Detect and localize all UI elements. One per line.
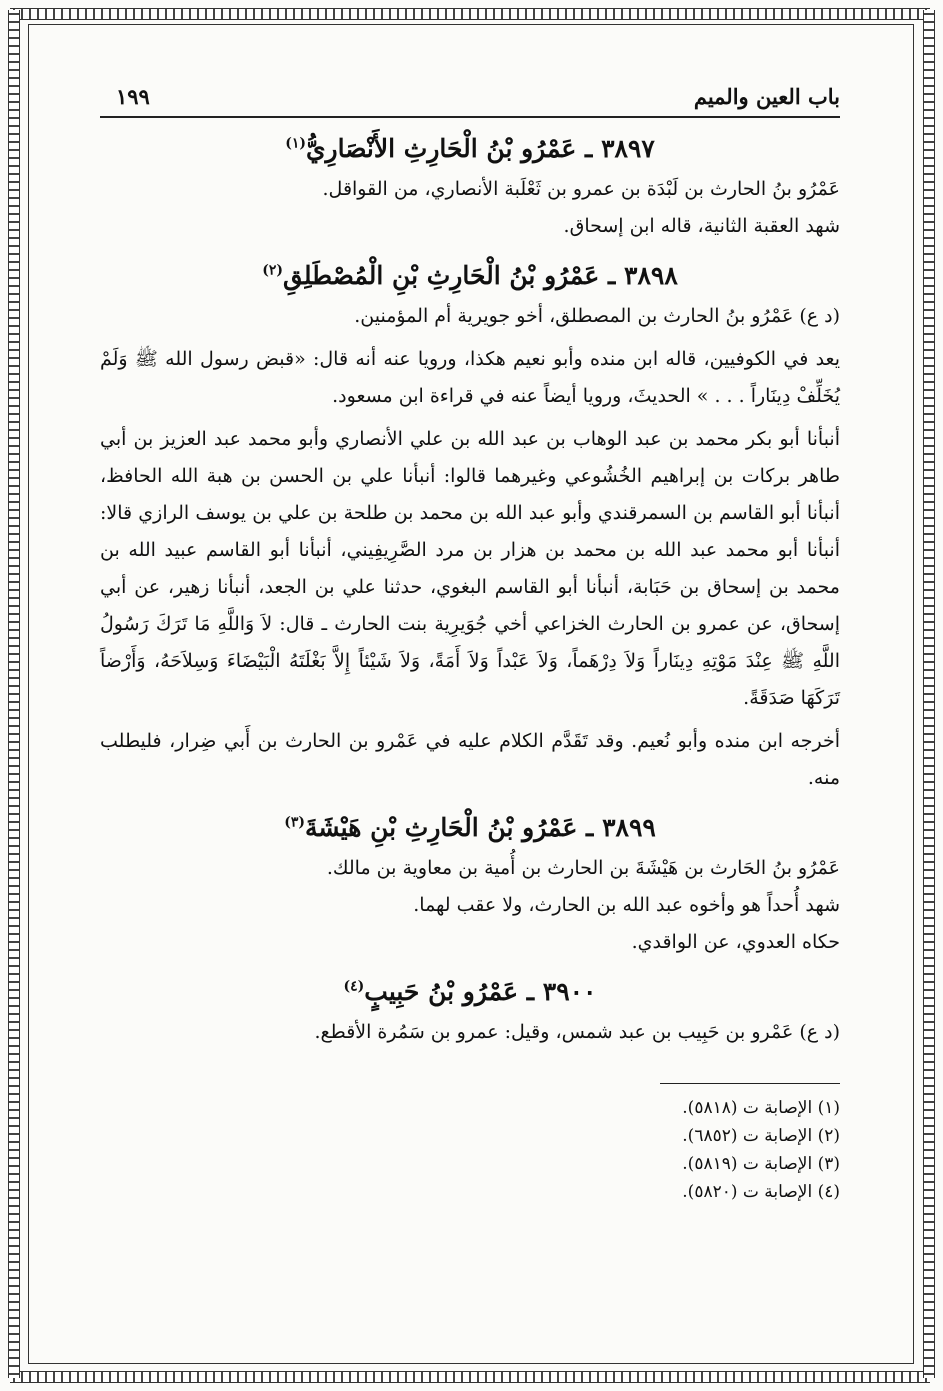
footnote: (٢) الإصابة ت (٦٨٥٢). (682, 1126, 840, 1146)
entry-title-text: ٣٨٩٨ ـ عَمْرُو بْنُ الْحَارِثِ بْنِ الْمُصْطَلِقِ (283, 261, 678, 290)
entry-paragraph: حكاه العدوي، عن الواقدي. (631, 931, 840, 953)
page-number: ١٩٩ (116, 84, 150, 109)
entry-title-text: ٣٩٠٠ ـ عَمْرُو بْنُ حَبِيبٍ (364, 977, 597, 1006)
footnotes (100, 1094, 840, 1206)
entry (100, 261, 840, 797)
footnote: (١) الإصابة ت (٥٨١٨). (682, 1098, 840, 1118)
entry-title (100, 813, 840, 842)
entry-paragraph: شهد العقبة الثانية، قاله ابن إسحاق. (563, 215, 840, 237)
bottom-border-chain (10, 1371, 930, 1383)
footnote-ref: (٣) (284, 814, 305, 831)
footnote-ref: (١) (285, 135, 306, 152)
entry (100, 813, 840, 961)
entry-paragraph: (د ع) عَمْرُو بنُ الحارث بن المصطلق، أخو جويرية أم المؤمنين. (354, 305, 840, 327)
entry (100, 134, 840, 245)
entry-paragraph: عَمْرُو بنُ الحَارث بن هَيْشَةَ بن الحارث بن أُمية بن معاوية بن مالك. (326, 857, 840, 879)
entry-title (100, 134, 840, 163)
entry-paragraph: عَمْرُو بنُ الحارث بن لَبْدَة بن عمرو بن ثَعْلَبة الأنصاري، من القواقل. (322, 178, 840, 200)
entry (100, 977, 840, 1051)
entry-title (100, 261, 840, 290)
entry-paragraph: شهد أُحداً هو وأخوه عبد الله بن الحارث، ولا عقب لهما. (413, 894, 840, 916)
footnote-ref: (٤) (343, 978, 365, 995)
running-header (100, 80, 840, 118)
footnote-ref: (٢) (262, 262, 284, 279)
entry-paragraph: أخرجه ابن منده وأبو نُعيم. وقد تَقَدَّم الكلام عليه في عَمْرو بن الحارث بن أَبي ضِرار، فليطلب منه. (100, 730, 840, 789)
chapter-title: باب العين والميم (693, 84, 840, 109)
page-content (100, 80, 840, 1206)
top-border-chain (10, 8, 930, 20)
footnote-divider (660, 1083, 840, 1084)
entry-title-text: ٣٨٩٧ ـ عَمْرُو بْنُ الْحَارِثِ الأَنْصَارِيُّ (305, 134, 655, 163)
right-border-chain (923, 10, 935, 1378)
left-border-chain (8, 10, 20, 1378)
footnote: (٣) الإصابة ت (٥٨١٩). (682, 1154, 840, 1174)
entry-paragraph: يعد في الكوفيين، قاله ابن منده وأبو نعيم هكذا، ورويا عنه أنه قال: «قبض رسول الله ﷺ وَلَمْ يُخَلِّفْ دِينَاراً . . . » الحديثَ، ورويا أيضاً عنه في قراءة ابن مسعود. (100, 348, 840, 407)
entry-title-text: ٣٨٩٩ ـ عَمْرُو بْنُ الْحَارِثِ بْنِ هَيْشَةَ (304, 813, 656, 842)
entry-paragraph: أنبأنا أبو بكر محمد بن عبد الوهاب بن عبد الله بن علي الأنصاري وأبو محمد عبد العزيز بن أبي طاهر بركات بن إبراهيم الخُشُوعي وغيرهما قالوا: أنبأنا علي بن الحسن بن هبة الله الحافظ، أنبأنا أبو القاسم بن السمرقندي وأبو عبد الله بن محمد بن طلحة بن علي بن يوسف الرازي قالا: أنبأنا أبو محمد عبد الله بن محمد بن هزار بن مرد الصَّرِيفِيني، أنبأنا أبو القاسم عبيد الله بن محمد بن إسحاق بن حَبَابة، أنبأنا أبو القاسم البغوي، حدثنا علي بن الجعد، أنبأنا زهير، عن أبي إسحاق، عن عمرو بن الحارث الخزاعي أخي جُوَيرِية بنت الحارث ـ قال: لاَ وَاللَّهِ مَا تَرَكَ رَسُولُ اللَّهِ ﷺ عِنْدَ مَوْتِهِ دِينَاراً وَلاَ دِرْهَماً، وَلاَ عَبْداً وَلاَ أَمَةً، وَلاَ شَيْئاً إِلاَّ بَغْلَتَهُ الْبَيْضَاءَ وَسِلاَحَهُ، وَأَرْضاً تَرَكَهَا صَدَقَةً. (100, 428, 840, 709)
footnote: (٤) الإصابة ت (٥٨٢٠). (682, 1182, 840, 1202)
entry-title (100, 977, 840, 1006)
entry-paragraph: (د ع) عَمْرو بن حَبِيب بن عبد شمس، وقيل: عمرو بن سَمُرة الأقطع. (314, 1021, 840, 1043)
